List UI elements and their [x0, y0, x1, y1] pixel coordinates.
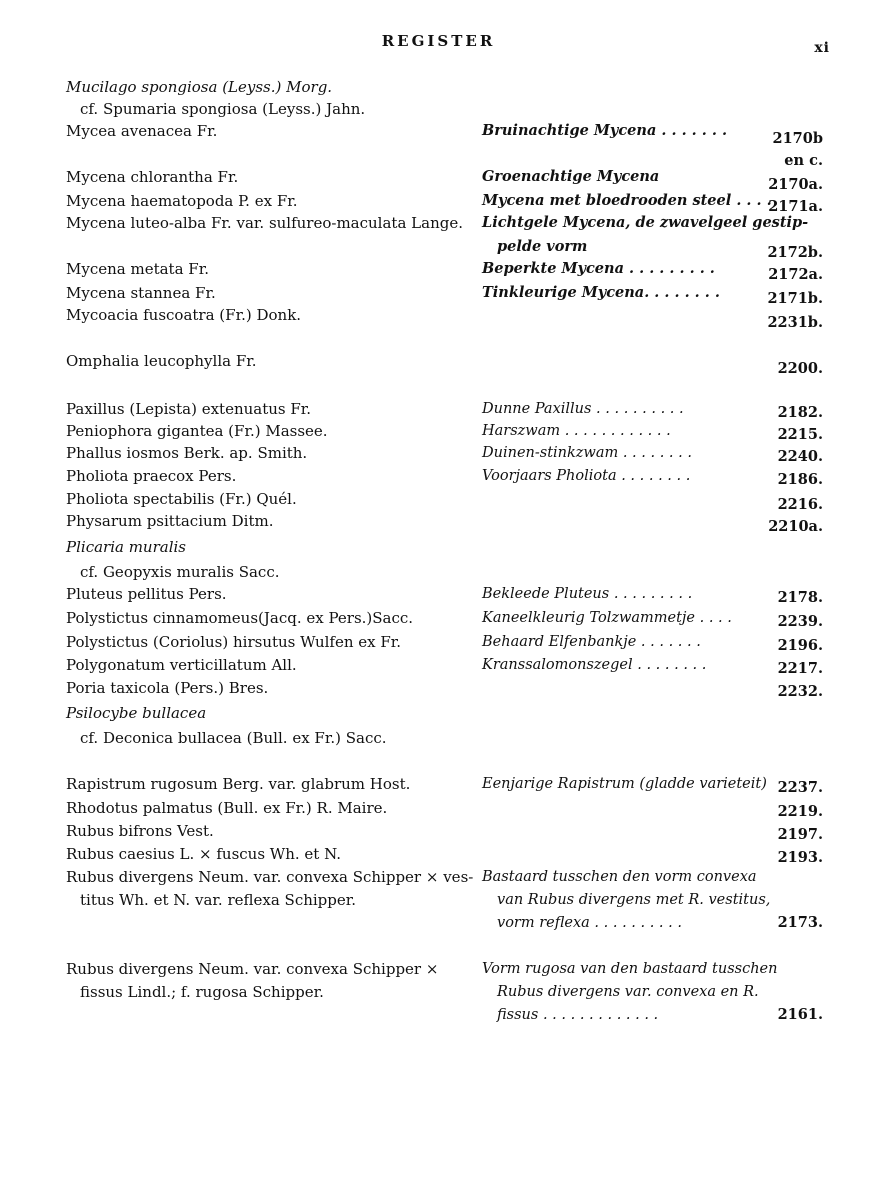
entry-number: en c. [784, 152, 823, 169]
scientific-name: fissus Lindl.; f. rugosa Schipper. [80, 983, 324, 1001]
dutch-name: pelde vorm [497, 238, 588, 255]
entry-number: 2239. [777, 613, 823, 630]
dutch-name: Beperkte Mycena . . . . . . . . . [482, 260, 715, 277]
dutch-name: Dunne Paxillus . . . . . . . . . . [482, 401, 684, 417]
page-number: xi [814, 40, 830, 56]
entry-number: 2196. [777, 637, 823, 654]
dutch-name: fissus . . . . . . . . . . . . . [497, 1007, 659, 1023]
scientific-name: cf. Spumaria spongiosa (Leyss.) Jahn. [80, 100, 366, 118]
entry-number: 2172b. [767, 244, 823, 261]
dutch-name: Bastaard tusschen den vorm convexa [482, 869, 757, 885]
entry-number: 2178. [777, 589, 823, 606]
page-title: REGISTER [381, 32, 496, 50]
scientific-name: Phallus iosmos Berk. ap. Smith. [66, 444, 308, 462]
scientific-name: Polygonatum verticillatum All. [66, 656, 297, 674]
scientific-name: Pholiota praecox Pers. [66, 467, 237, 485]
scientific-name: Poria taxicola (Pers.) Bres. [66, 679, 269, 697]
dutch-name: Lichtgele Mycena, de zwavelgeel gestip- [482, 214, 809, 231]
scientific-name: Rubus caesius L. × fuscus Wh. et N. [66, 845, 342, 863]
scientific-name: Psilocybe bullacea [66, 704, 207, 722]
scientific-name: Mycena haematopoda P. ex Fr. [66, 192, 298, 210]
entry-number: 2232. [777, 683, 823, 700]
scientific-name: Polystictus cinnamomeus(Jacq. ex Pers.)Sacc. [66, 609, 414, 627]
scientific-name: Mycea avenacea Fr. [66, 122, 218, 140]
entry-number: 2172a. [768, 266, 823, 283]
entry-number: 2237. [777, 779, 823, 796]
scientific-name: Polystictus (Coriolus) hirsutus Wulfen ex Fr. [66, 633, 402, 651]
dutch-name: Eenjarige Rapistrum (gladde varieteit) [482, 776, 767, 792]
scientific-name: Mycena chlorantha Fr. [66, 168, 239, 186]
scientific-name: cf. Geopyxis muralis Sacc. [80, 563, 280, 581]
entry-number: 2219. [777, 803, 823, 820]
scientific-name: Pholiota spectabilis (Fr.) Quél. [66, 490, 297, 508]
entry-number: 2173. [777, 914, 823, 931]
entry-number: 2182. [777, 404, 823, 421]
dutch-name: Mycena met bloedrooden steel . . . . [482, 192, 772, 209]
scientific-name: Mycoacia fuscoatra (Fr.) Donk. [66, 306, 302, 324]
scientific-name: Plicaria muralis [66, 538, 186, 556]
dutch-name: Tinkleurige Mycena. . . . . . . . [482, 284, 720, 301]
scientific-name: Mycena luteo-alba Fr. var. sulfureo-maculata Lange. [66, 214, 463, 232]
dutch-name: Groenachtige Mycena [482, 168, 660, 185]
dutch-name: Duinen-stinkzwam . . . . . . . . [482, 445, 692, 461]
scientific-name: Mycena metata Fr. [66, 260, 209, 278]
entry-number: 2193. [777, 849, 823, 866]
entry-number: 2161. [777, 1006, 823, 1023]
scientific-name: titus Wh. et N. var. reflexa Schipper. [80, 891, 357, 909]
entry-number: 2216. [777, 496, 823, 513]
dutch-name: vorm reflexa . . . . . . . . . . [497, 915, 682, 931]
scientific-name: Rubus divergens Neum. var. convexa Schipper × [66, 960, 439, 978]
scientific-name: Paxillus (Lepista) extenuatus Fr. [66, 400, 312, 418]
entry-number: 2170b [772, 130, 823, 147]
dutch-name: Bekleede Pluteus . . . . . . . . . [482, 586, 693, 602]
entry-number: 2197. [777, 826, 823, 843]
entry-number: 2231b. [767, 314, 823, 331]
entry-number: 2170a. [768, 176, 823, 193]
entry-number: 2186. [777, 471, 823, 488]
scientific-name: Mucilago spongiosa (Leyss.) Morg. [66, 78, 333, 96]
entry-number: 2240. [777, 448, 823, 465]
scientific-name: Pluteus pellitus Pers. [66, 585, 227, 603]
dutch-name: van Rubus divergens met R. vestitus, [497, 892, 771, 908]
dutch-name: Kranssalomonszegel . . . . . . . . [482, 657, 707, 673]
dutch-name: Harszwam . . . . . . . . . . . . [482, 423, 671, 439]
scientific-name: Rubus divergens Neum. var. convexa Schipper × ves- [66, 868, 474, 886]
dutch-name: Rubus divergens var. convexa en R. [497, 984, 759, 1000]
entry-number: 2200. [777, 360, 823, 377]
scientific-name: Omphalia leucophylla Fr. [66, 352, 257, 370]
entry-number: 2217. [777, 660, 823, 677]
scientific-name: Rapistrum rugosum Berg. var. glabrum Host. [66, 775, 411, 793]
scientific-name: Mycena stannea Fr. [66, 284, 216, 302]
scientific-name: Rhodotus palmatus (Bull. ex Fr.) R. Maire. [66, 799, 388, 817]
scientific-name: Rubus bifrons Vest. [66, 822, 214, 840]
scientific-name: cf. Deconica bullacea (Bull. ex Fr.) Sacc. [80, 729, 387, 747]
dutch-name: Voorjaars Pholiota . . . . . . . . [482, 468, 691, 484]
dutch-name: Kaneelkleurig Tolzwammetje . . . . [482, 610, 732, 626]
entry-number: 2210a. [768, 518, 823, 535]
entry-number: 2215. [777, 426, 823, 443]
dutch-name: Bruinachtige Mycena . . . . . . . [482, 122, 728, 139]
entry-number: 2171b. [767, 290, 823, 307]
dutch-name: Vorm rugosa van den bastaard tusschen [482, 961, 778, 977]
entry-number: 2171a. [768, 198, 823, 215]
scientific-name: Peniophora gigantea (Fr.) Massee. [66, 422, 328, 440]
scientific-name: Physarum psittacium Ditm. [66, 512, 274, 530]
dutch-name: Behaard Elfenbankje . . . . . . . [482, 634, 701, 650]
